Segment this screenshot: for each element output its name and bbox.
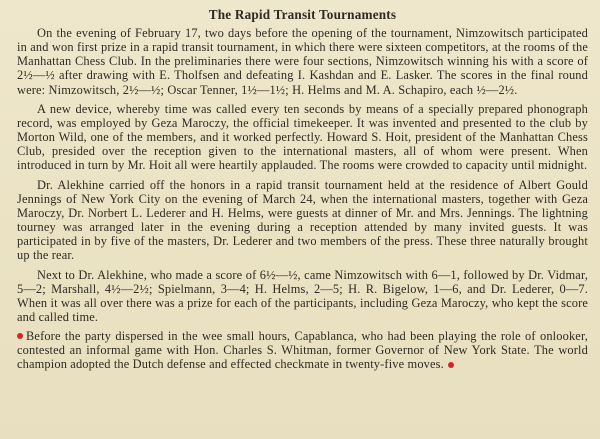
red-marker-dot-start	[17, 333, 23, 339]
capablanca-game-text: Before the party dispersed in the wee small hours, Capablanca, who had been playing the role of onlooker, contested an informal game with Hon. Charles S. Whitman, former Governor of New York State. The world champion adopted the Dutch defense and effected checkmate in twenty-five moves.	[17, 329, 588, 372]
paragraph-final-scores: Next to Dr. Alekhine, who made a score of 6½—½, came Nimzowitsch with 6—1, followed by Dr. Vidmar, 5—2; Marshall, 4½—2½; Spielmann, 3—4; H. Helms, 2—5; H. R. Bigelow, 1—6, and Dr. Lederer, 0—7. When it was all over there was a prize for each of the participants, including Geza Maroczy, who kept the score and called time.	[17, 267, 588, 324]
paragraph-nimzowitsch-tournament: On the evening of February 17, two days before the opening of the tournament, Nimzowitsch participated in and won first prize in a rapid transit tournament, in which there were sixteen competitors, at the rooms of the Manhattan Chess Club. In the preliminaries there were four sections, Nimzowitsch winning his with a score of 2½—½ after drawing with E. Tholfsen and defeating I. Kashdan and E. Lasker. The scores in the final round were: Nimzowitsch, 2½—½; Oscar Tenner, 1½—1½; H. Helms and M. A. Schapiro, each ½—2½.	[17, 26, 588, 97]
paragraph-alekhine-tournament: Dr. Alekhine carried off the honors in a rapid transit tournament held at the residence of Albert Gould Jennings of New York City on the evening of March 24, when the international masters, together with Geza Maroczy, Dr. Norbert L. Lederer and H. Helms, were guests at dinner of Mr. and Mrs. Jennings. The lightning tourney was arranged later in the evening during a reception attended by many invited guests. It was participated in by five of the masters, Dr. Lederer and two members of the press. These three naturally brought up the rear.	[17, 177, 588, 263]
paragraph-phonograph-timer: A new device, whereby time was called every ten seconds by means of a specially prepared phonograph record, was employed by Geza Maroczy, the official timekeeper. It was invented and presented to the club by Morton Wild, one of the members, and it worked perfectly. Howard S. Hoit, president of the Manhattan Chess Club, presided over the reception given to the international masters, all of whom were present. When introduced in turn by Mr. Hoit all were heartily applauded. The rooms were crowded to capacity until midnight.	[17, 101, 588, 173]
article-title: The Rapid Transit Tournaments	[208, 7, 397, 22]
paragraph-capablanca-game	[17, 329, 588, 371]
red-marker-dot-end	[448, 362, 454, 368]
